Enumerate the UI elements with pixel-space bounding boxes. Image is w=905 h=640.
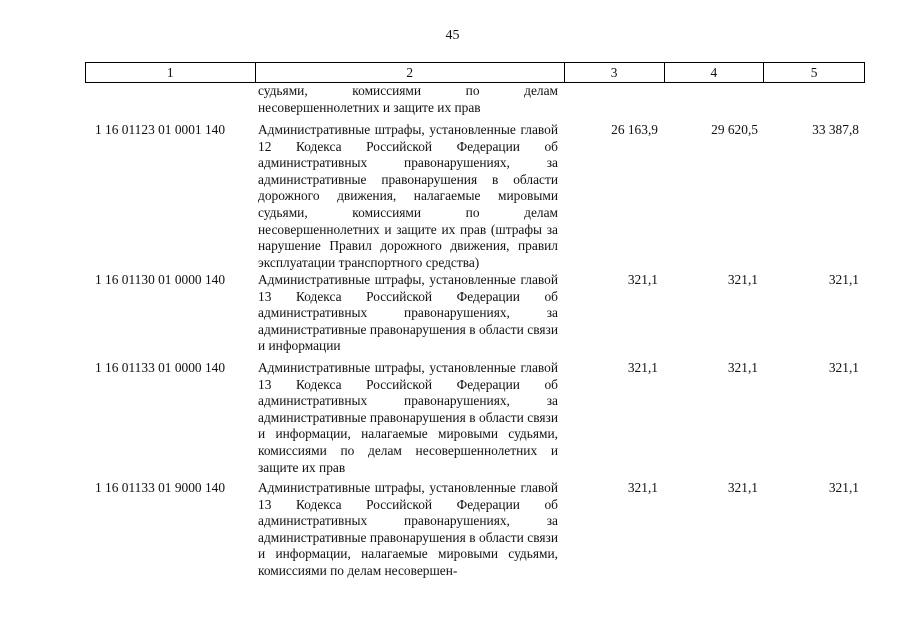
row-value-col5: 33 387,8 bbox=[812, 122, 859, 137]
row-description: Административные штрафы, установленные главой 13 Кодекса Российской Федерации об административных правонарушениях, за административные правонарушения в области связи и информации, налагаемые мировыми судьями, комиссиями по делам несовершен- bbox=[258, 480, 558, 578]
row-value-col4: 321,1 bbox=[727, 480, 758, 495]
row-code: 1 16 01130 01 0000 140 bbox=[95, 272, 226, 287]
header-col-5: 5 bbox=[763, 63, 864, 82]
row-value-col5: 321,1 bbox=[828, 360, 859, 375]
row-value-col5: 321,1 bbox=[828, 480, 859, 495]
row-value-col3: 321,1 bbox=[627, 480, 658, 495]
page-number: 45 bbox=[445, 28, 460, 43]
header-col-1: 1 bbox=[166, 65, 174, 80]
row-code: 1 16 01133 01 9000 140 bbox=[95, 480, 226, 495]
row-value-col3: 321,1 bbox=[627, 272, 658, 287]
row-value-col4: 321,1 bbox=[727, 360, 758, 375]
budget-table bbox=[85, 62, 865, 578]
header-col-4: 4 bbox=[664, 63, 764, 82]
row-value-col3: 26 163,9 bbox=[611, 122, 658, 137]
row-value-col3: 321,1 bbox=[627, 360, 658, 375]
continuation-text: судьями, комиссиями по делам несовершеннолетних и защите их прав bbox=[258, 83, 558, 115]
row-description: Административные штрафы, установленные главой 12 Кодекса Российской Федерации об административных правонарушениях, за административные правонарушения в области дорожного движения, налагаемые мировыми судьями, комиссиями по делам несовершеннолетних и защите их прав (штрафы за нарушение Правил дорожного движения, правил эксплуатации транспортного средства) bbox=[258, 122, 558, 270]
row-description: Административные штрафы, установленные главой 13 Кодекса Российской Федерации об административных правонарушениях, за административные правонарушения в области связи и информации, налагаемые мировыми судьями, комиссиями по делам несовершеннолетних и защите их прав bbox=[258, 360, 558, 475]
table-header bbox=[85, 62, 865, 83]
row-value-col4: 29 620,5 bbox=[711, 122, 758, 137]
row-description: Административные штрафы, установленные главой 13 Кодекса Российской Федерации об административных правонарушениях, за административные правонарушения в области связи и информации bbox=[258, 272, 558, 354]
row-value-col5: 321,1 bbox=[828, 272, 859, 287]
row-code: 1 16 01123 01 0001 140 bbox=[95, 122, 226, 137]
header-col-3: 3 bbox=[564, 63, 664, 82]
row-code: 1 16 01133 01 0000 140 bbox=[95, 360, 226, 375]
row-value-col4: 321,1 bbox=[727, 272, 758, 287]
header-col-2: 2 bbox=[255, 63, 564, 82]
